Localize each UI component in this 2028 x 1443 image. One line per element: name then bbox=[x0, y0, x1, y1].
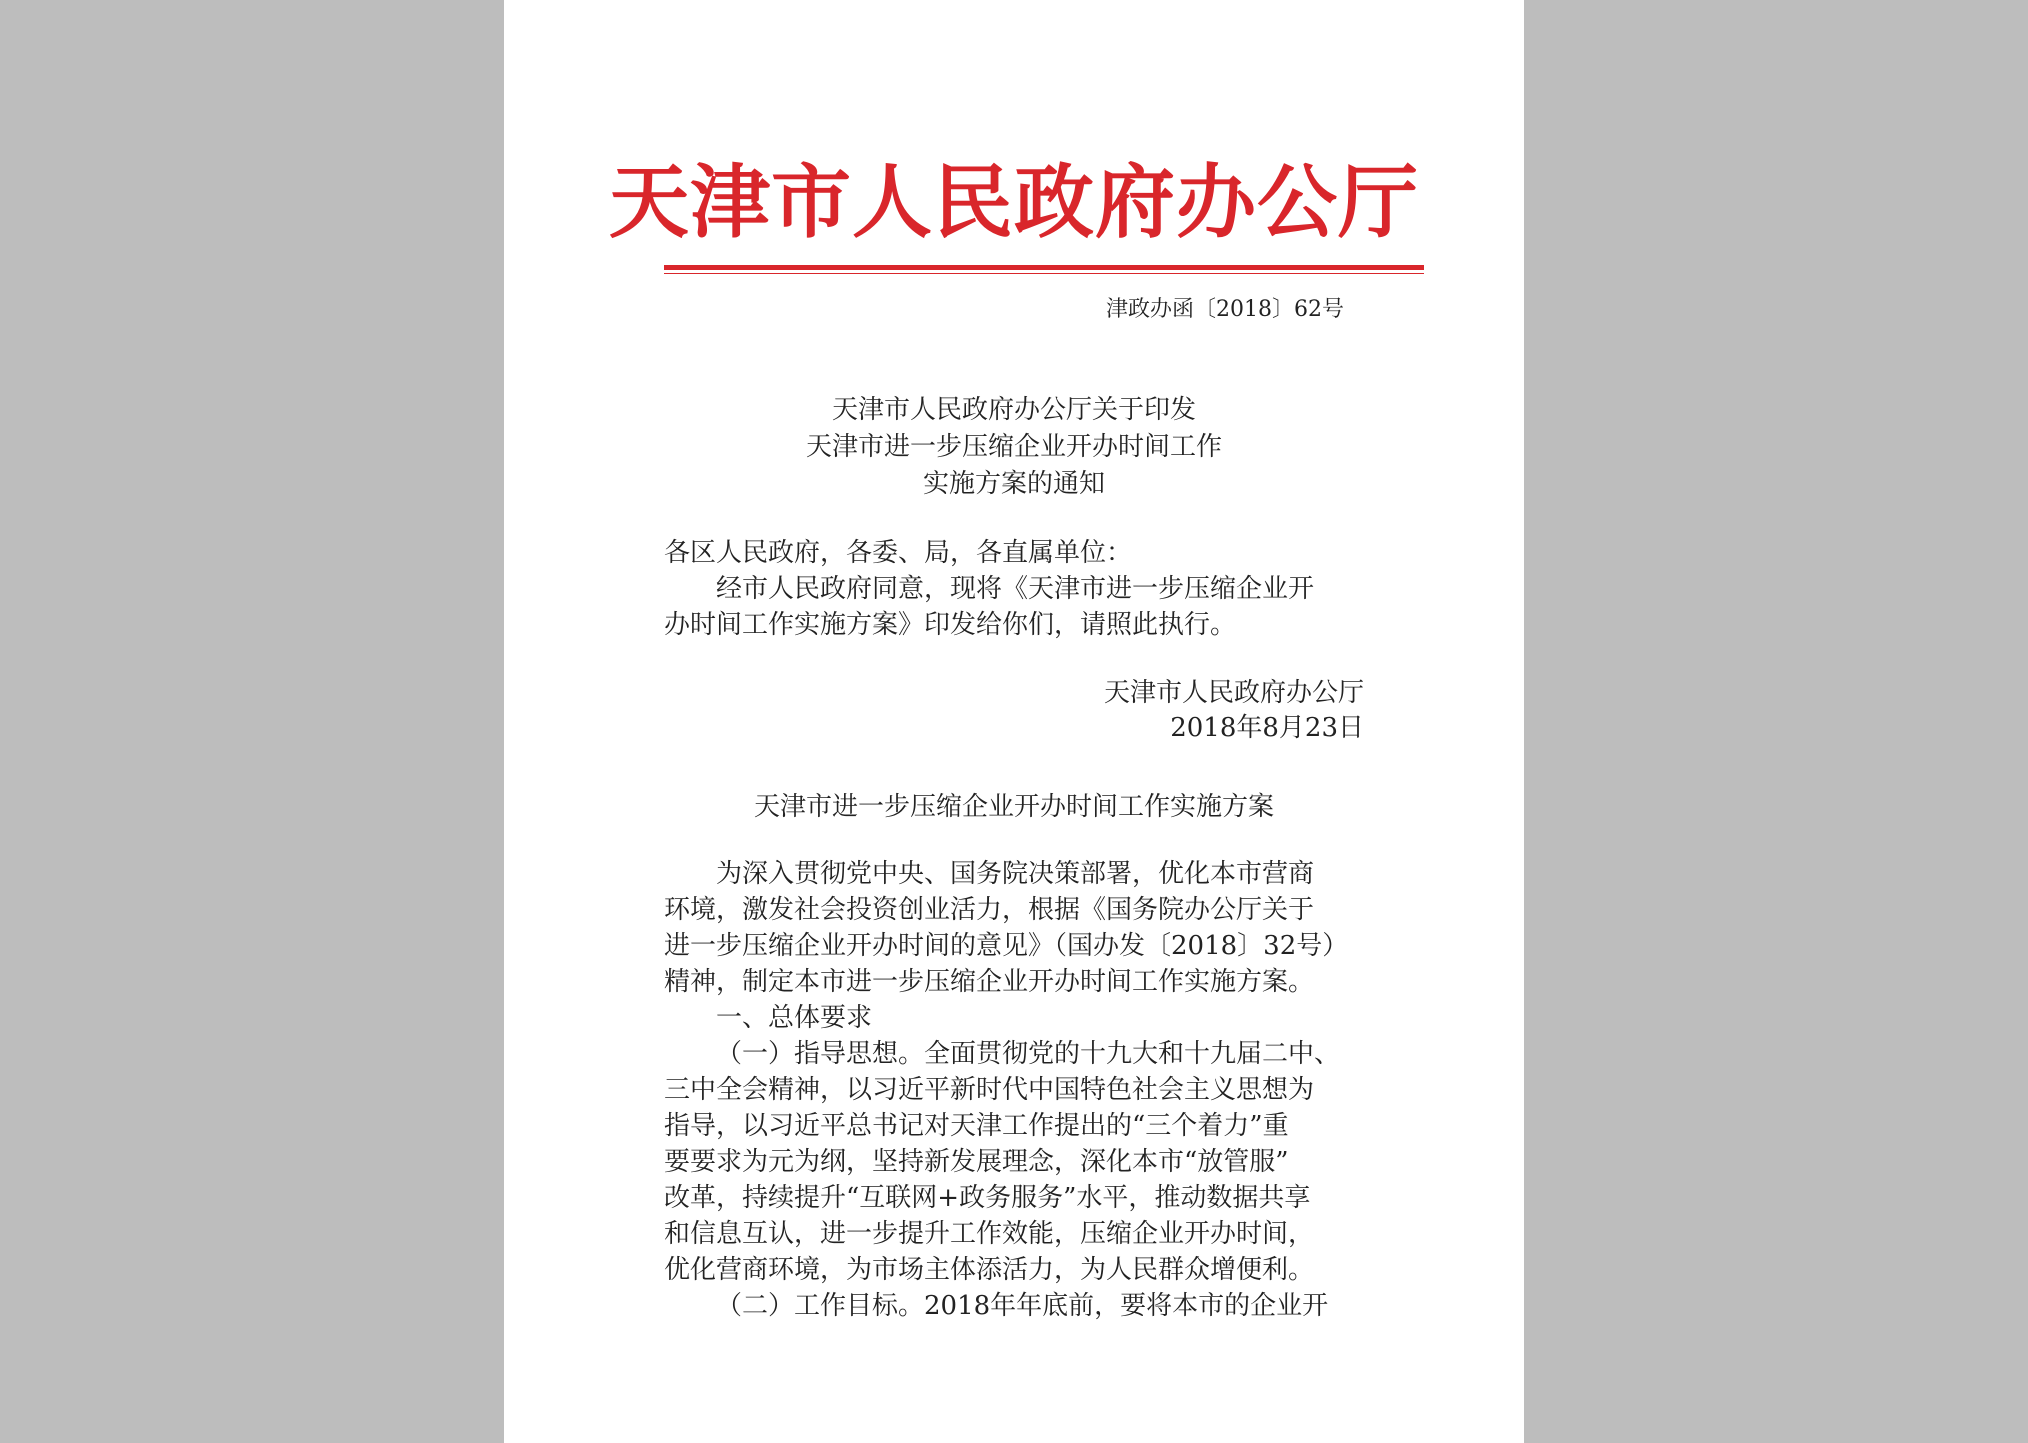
signature-org: 天津市人民政府办公厅 bbox=[1103, 678, 1364, 708]
paragraph-line: 三中全会精神，以习近平新时代中国特色社会主义思想为 bbox=[664, 1075, 1315, 1105]
plan-title: 天津市进一步压缩企业开办时间工作实施方案 bbox=[753, 792, 1274, 822]
signature-date: 2018年8月23日 bbox=[1170, 713, 1364, 743]
paragraph-line: 指导，以习近平总书记对天津工作提出的“三个着力”重 bbox=[664, 1111, 1289, 1141]
notice-body-line: 经市人民政府同意，现将《天津市进一步压缩企业开 bbox=[716, 574, 1315, 604]
paragraph-line: 和信息互认，进一步提升工作效能，压缩企业开办时间， bbox=[664, 1219, 1315, 1249]
notice-title-line: 天津市人民政府办公厅关于印发 bbox=[831, 395, 1196, 425]
paragraph-line: 环境，激发社会投资创业活力，根据《国务院办公厅关于 bbox=[664, 895, 1315, 925]
paragraph-line: 为深入贯彻党中央、国务院决策部署，优化本市营商 bbox=[716, 859, 1315, 889]
notice-title-line: 实施方案的通知 bbox=[922, 469, 1105, 499]
notice-body bbox=[664, 535, 1384, 643]
issuer-masthead: 天津市人民政府办公厅 bbox=[609, 155, 1419, 249]
red-divider-thin-line bbox=[664, 273, 1424, 274]
paragraph-line: （二）工作目标。2018年年底前，要将本市的企业开 bbox=[716, 1291, 1329, 1321]
red-divider-line bbox=[664, 265, 1424, 270]
notice-title-line: 天津市进一步压缩企业开办时间工作 bbox=[805, 432, 1222, 462]
notice-body-line: 办时间工作实施方案》印发给你们，请照此执行。 bbox=[664, 610, 1237, 640]
salutation: 各区人民政府，各委、局，各直属单位： bbox=[664, 538, 1133, 568]
paragraph-line: 进一步压缩企业开办时间的意见》（国办发〔2018〕32号） bbox=[664, 931, 1349, 961]
document-page bbox=[504, 0, 1524, 1443]
plan-body bbox=[664, 856, 1384, 1324]
document-number: 津政办函〔2018〕62号 bbox=[1106, 297, 1344, 322]
paragraph-line: 优化营商环境，为市场主体添活力，为人民群众增便利。 bbox=[664, 1255, 1315, 1285]
notice-title bbox=[504, 392, 1524, 503]
signature-block bbox=[1104, 676, 1364, 746]
section-heading: 一、总体要求 bbox=[716, 1003, 873, 1033]
paragraph-line: （一）指导思想。全面贯彻党的十九大和十九届二中、 bbox=[716, 1039, 1341, 1069]
paragraph-line: 精神，制定本市进一步压缩企业开办时间工作实施方案。 bbox=[664, 967, 1315, 997]
paragraph-line: 改革，持续提升“互联网+政务服务”水平，推动数据共享 bbox=[664, 1183, 1311, 1213]
paragraph-line: 要要求为元为纲，坚持新发展理念，深化本市“放管服” bbox=[664, 1147, 1289, 1177]
